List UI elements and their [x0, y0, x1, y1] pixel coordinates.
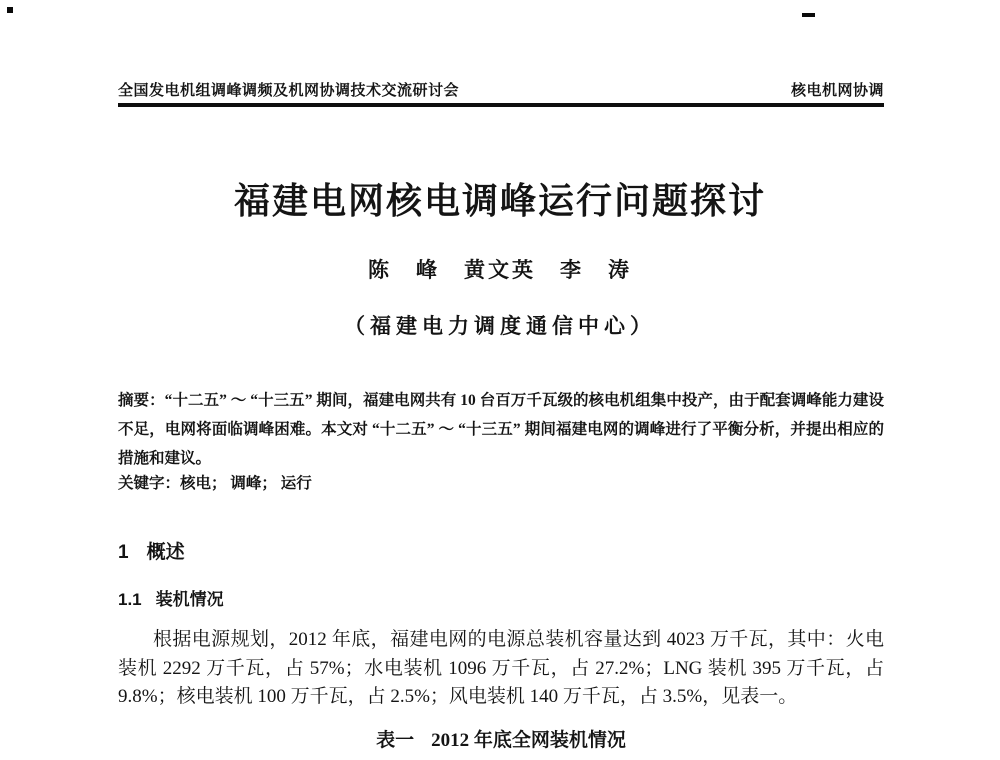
section-1-1-number: 1.1: [118, 590, 142, 609]
table-caption-label: 表一: [376, 730, 415, 751]
abstract-text: “十二五” ～ “十三五” 期间，福建电网共有 10 台百万千瓦级的核电机组集中投产，由于配套调峰能力建设不足，电网将面临调峰困难。本文对 “十二五” ～ “十三五” 期间福建电网的调峰进行了平衡分析，并提出相应的措施和建议。: [118, 392, 884, 467]
abstract-label: 摘要：: [118, 392, 165, 409]
scan-speck-icon: [802, 13, 815, 17]
affiliation-line: （福建电力调度通信中心）: [344, 314, 656, 338]
header-right-text: 核电机网协调: [790, 82, 884, 99]
page-header: [118, 82, 884, 100]
section-1-title: 概述: [146, 542, 185, 563]
keywords-label: 关键字：: [118, 475, 181, 492]
header-rule: [118, 103, 884, 107]
section-1-number: 1: [118, 542, 129, 563]
table-caption-text: 2012 年底全网装机情况: [431, 730, 626, 751]
authors-line: 陈 峰 黄文英 李 涛: [368, 258, 632, 282]
abstract-block: [118, 386, 884, 473]
header-left-text: 全国发电机组调峰调频及机网协调技术交流研讨会: [118, 82, 460, 99]
body-paragraph: 根据电源规划，2012 年底，福建电网的电源总装机容量达到 4023 万千瓦，其中：火电装机 2292 万千瓦，占 57%；水电装机 1096 万千瓦，占 27.2%；LNG 装机 395 万千瓦，占 9.8%；核电装机 100 万千瓦，占 2.5%；风电装机 140 万千瓦，占 3.5%，见表一。: [118, 629, 884, 707]
scan-speck-icon: [7, 7, 13, 13]
section-heading-1: [118, 541, 185, 565]
section-1-1-title: 装机情况: [155, 590, 224, 609]
paper-title: 福建电网核电调峰运行问题探讨: [233, 180, 766, 221]
keywords-text: 核电； 调峰； 运行: [180, 475, 312, 492]
table-caption: [118, 728, 884, 754]
keywords-block: [118, 469, 884, 498]
section-heading-1-1: [118, 589, 224, 611]
